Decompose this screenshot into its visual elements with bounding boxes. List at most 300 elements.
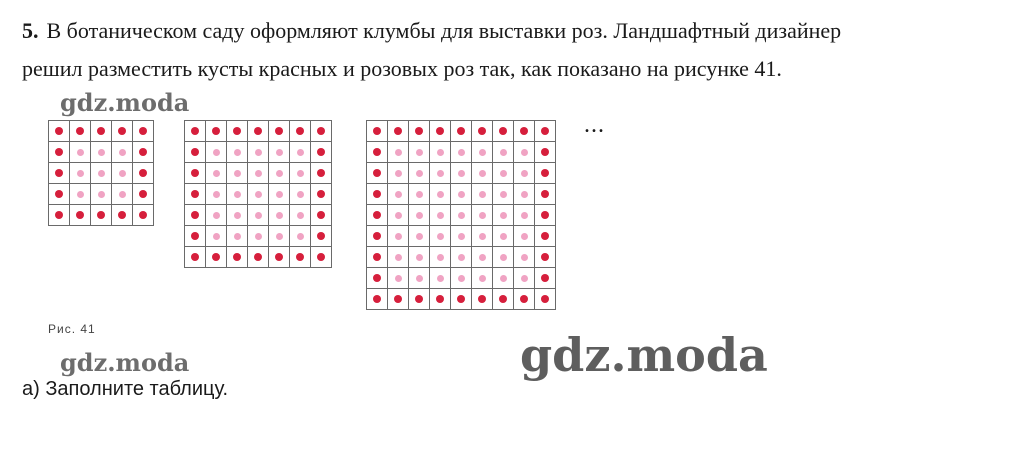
flowerbed-cell [269, 163, 290, 184]
flowerbed-cell [451, 268, 472, 289]
red-rose-dot [394, 295, 402, 303]
flowerbed-cell [409, 184, 430, 205]
flowerbed-cell [493, 289, 514, 310]
flowerbed-cell [367, 226, 388, 247]
flowerbed-cell [248, 205, 269, 226]
flowerbed-row [367, 184, 556, 205]
pink-rose-dot [395, 275, 402, 282]
pink-rose-dot [255, 149, 262, 156]
flowerbed-cell [409, 247, 430, 268]
flowerbed-cell [49, 163, 70, 184]
problem-text-line-1: В ботаническом саду оформляют клумбы для выставки роз. Ландшафтный дизайнер [46, 18, 842, 43]
flowerbed-cell [409, 121, 430, 142]
flowerbed-row [367, 205, 556, 226]
red-rose-dot [457, 295, 465, 303]
flowerbed-cell [311, 205, 332, 226]
flowerbed-cell [514, 268, 535, 289]
red-rose-dot [191, 253, 199, 261]
pink-rose-dot [458, 191, 465, 198]
red-rose-dot [373, 295, 381, 303]
red-rose-dot [118, 211, 126, 219]
red-rose-dot [478, 127, 486, 135]
flowerbed-cell [133, 163, 154, 184]
pink-rose-dot [437, 254, 444, 261]
red-rose-dot [373, 253, 381, 261]
red-rose-dot [55, 190, 63, 198]
problem-text-line-2: решил разместить кусты красных и розовых роз так, как показано на рисунке 41. [22, 56, 782, 81]
pink-rose-dot [437, 275, 444, 282]
pink-rose-dot [276, 233, 283, 240]
flowerbed-cell [430, 289, 451, 310]
pink-rose-dot [479, 149, 486, 156]
red-rose-dot [317, 253, 325, 261]
pink-rose-dot [479, 275, 486, 282]
red-rose-dot [317, 211, 325, 219]
red-rose-dot [76, 211, 84, 219]
flowerbed-cell [227, 121, 248, 142]
red-rose-dot [436, 295, 444, 303]
red-rose-dot [254, 127, 262, 135]
flowerbed-cell [70, 205, 91, 226]
pink-rose-dot [276, 170, 283, 177]
flowerbed-cell [49, 184, 70, 205]
red-rose-dot [191, 169, 199, 177]
red-rose-dot [139, 211, 147, 219]
pink-rose-dot [458, 254, 465, 261]
flowerbed-cell [185, 247, 206, 268]
red-rose-dot [415, 127, 423, 135]
flowerbed-cell [206, 184, 227, 205]
flowerbed-cell [535, 226, 556, 247]
flowerbed-cell [91, 205, 112, 226]
pink-rose-dot [234, 212, 241, 219]
flowerbed-cell [388, 163, 409, 184]
pink-rose-dot [297, 149, 304, 156]
red-rose-dot [541, 211, 549, 219]
pink-rose-dot [521, 191, 528, 198]
pink-rose-dot [77, 149, 84, 156]
red-rose-dot [541, 190, 549, 198]
flowerbed-cell [451, 205, 472, 226]
flowerbed-cell [514, 247, 535, 268]
pink-rose-dot [500, 254, 507, 261]
pink-rose-dot [98, 149, 105, 156]
flowerbed-cell [248, 121, 269, 142]
flowerbed-cell [493, 205, 514, 226]
red-rose-dot [394, 127, 402, 135]
red-rose-dot [520, 295, 528, 303]
red-rose-dot [296, 253, 304, 261]
pink-rose-dot [416, 149, 423, 156]
pink-rose-dot [234, 233, 241, 240]
red-rose-dot [373, 274, 381, 282]
flowerbed-row [49, 163, 154, 184]
flowerbed-cell [388, 268, 409, 289]
pink-rose-dot [416, 254, 423, 261]
pink-rose-dot [458, 233, 465, 240]
pink-rose-dot [458, 275, 465, 282]
flowerbed-cell [290, 163, 311, 184]
flowerbed-cell [493, 247, 514, 268]
red-rose-dot [541, 127, 549, 135]
flowerbed-cell [472, 184, 493, 205]
flowerbed-cell [493, 184, 514, 205]
pink-rose-dot [458, 170, 465, 177]
flowerbed-cell [535, 268, 556, 289]
pink-rose-dot [119, 149, 126, 156]
flowerbed-cell [206, 142, 227, 163]
flowerbed-row [49, 184, 154, 205]
red-rose-dot [191, 211, 199, 219]
flowerbed-cell [535, 142, 556, 163]
flowerbed-cell [451, 163, 472, 184]
pink-rose-dot [297, 212, 304, 219]
watermark-bottom-left: gdz.moda [60, 348, 190, 377]
flowerbed-cell [451, 289, 472, 310]
red-rose-dot [254, 253, 262, 261]
flowerbed-cell [493, 226, 514, 247]
flowerbed-cell [70, 163, 91, 184]
flowerbed-row [367, 247, 556, 268]
pink-rose-dot [521, 233, 528, 240]
watermark-top: gdz.moda [60, 88, 190, 117]
flowerbed-cell [409, 289, 430, 310]
red-rose-dot [541, 274, 549, 282]
flowerbed-cell [185, 205, 206, 226]
pink-rose-dot [213, 170, 220, 177]
flowerbed-cell [472, 247, 493, 268]
red-rose-dot [541, 253, 549, 261]
pink-rose-dot [255, 170, 262, 177]
flowerbed-cell [409, 268, 430, 289]
pink-rose-dot [500, 191, 507, 198]
pink-rose-dot [521, 254, 528, 261]
flowerbed-cell [311, 247, 332, 268]
flowerbed-cell [290, 247, 311, 268]
red-rose-dot [373, 127, 381, 135]
flowerbed-cell [514, 226, 535, 247]
flowerbed-cell [311, 142, 332, 163]
pink-rose-dot [458, 149, 465, 156]
red-rose-dot [478, 295, 486, 303]
red-rose-dot [415, 295, 423, 303]
flowerbed-cell [430, 142, 451, 163]
pink-rose-dot [500, 275, 507, 282]
flowerbed-cell [514, 184, 535, 205]
flowerbed-row [49, 142, 154, 163]
flowerbed-cell [70, 121, 91, 142]
red-rose-dot [296, 127, 304, 135]
flowerbed-cell [430, 184, 451, 205]
flowerbed-cell [472, 142, 493, 163]
flowerbed-cell [227, 247, 248, 268]
red-rose-dot [191, 232, 199, 240]
flowerbed-row [367, 289, 556, 310]
flowerbed-cell [248, 142, 269, 163]
figure-caption: Рис. 41 [48, 322, 96, 336]
pink-rose-dot [255, 233, 262, 240]
pink-rose-dot [276, 149, 283, 156]
flowerbed-row [367, 142, 556, 163]
flowerbed-cell [133, 184, 154, 205]
flowerbed-cell [535, 121, 556, 142]
flowerbed-cell [227, 184, 248, 205]
flowerbed-cell [430, 121, 451, 142]
red-rose-dot [191, 127, 199, 135]
flowerbed-cell [206, 163, 227, 184]
pink-rose-dot [479, 233, 486, 240]
flowerbed-cell [493, 121, 514, 142]
red-rose-dot [55, 127, 63, 135]
red-rose-dot [139, 190, 147, 198]
red-rose-dot [139, 169, 147, 177]
flowerbed-row [367, 121, 556, 142]
flowerbed-5x5 [48, 120, 154, 226]
flowerbed-cell [269, 205, 290, 226]
flowerbed-cell [514, 121, 535, 142]
flowerbed-cell [535, 184, 556, 205]
red-rose-dot [499, 127, 507, 135]
pink-rose-dot [395, 254, 402, 261]
flowerbed-cell [472, 226, 493, 247]
flowerbed-cell [269, 247, 290, 268]
flowerbed-cell [430, 268, 451, 289]
flowerbed-cell [185, 121, 206, 142]
flowerbed-cell [311, 121, 332, 142]
flowerbed-cell [535, 205, 556, 226]
flowerbed-cell [311, 226, 332, 247]
flowerbed-cell [388, 289, 409, 310]
pink-rose-dot [500, 233, 507, 240]
flowerbed-cell [472, 289, 493, 310]
flowerbed-cell [493, 268, 514, 289]
pink-rose-dot [416, 191, 423, 198]
red-rose-dot [97, 211, 105, 219]
red-rose-dot [499, 295, 507, 303]
flowerbed-cell [248, 163, 269, 184]
red-rose-dot [55, 211, 63, 219]
flowerbed-cell [185, 163, 206, 184]
flowerbed-cell [70, 184, 91, 205]
pink-rose-dot [276, 212, 283, 219]
flowerbed-cell [112, 163, 133, 184]
flowerbed-cell [409, 163, 430, 184]
flowerbed-cell [430, 205, 451, 226]
red-rose-dot [436, 127, 444, 135]
pink-rose-dot [458, 212, 465, 219]
flowerbed-row [367, 226, 556, 247]
flowerbed-cell [206, 121, 227, 142]
red-rose-dot [191, 190, 199, 198]
flowerbed-cell [227, 142, 248, 163]
flowerbed-cell [227, 163, 248, 184]
flowerbed-cell [185, 142, 206, 163]
flowerbed-cell [514, 289, 535, 310]
red-rose-dot [317, 190, 325, 198]
red-rose-dot [541, 295, 549, 303]
pink-rose-dot [500, 149, 507, 156]
flowerbed-cell [269, 121, 290, 142]
flowerbed-cell [185, 184, 206, 205]
task-a: а) Заполните таблицу. [22, 378, 229, 400]
flowerbed-row [185, 247, 332, 268]
pink-rose-dot [437, 233, 444, 240]
flowerbed-cell [451, 226, 472, 247]
flowerbed-cell [269, 184, 290, 205]
flowerbed-cell [451, 142, 472, 163]
flowerbed-9x9 [366, 120, 556, 310]
flowerbed-cell [367, 142, 388, 163]
pink-rose-dot [500, 170, 507, 177]
flowerbed-cell [91, 121, 112, 142]
flowerbed-cell [388, 121, 409, 142]
flowerbed-cell [133, 205, 154, 226]
pink-rose-dot [479, 191, 486, 198]
red-rose-dot [373, 148, 381, 156]
pink-rose-dot [119, 170, 126, 177]
flowerbed-cell [535, 289, 556, 310]
red-rose-dot [541, 148, 549, 156]
flowerbed-cell [91, 184, 112, 205]
flowerbed-cell [311, 163, 332, 184]
red-rose-dot [233, 253, 241, 261]
flowerbed-cell [206, 226, 227, 247]
pink-rose-dot [98, 170, 105, 177]
flowerbed-cell [535, 247, 556, 268]
flowerbed-row [367, 268, 556, 289]
flowerbed-cell [227, 205, 248, 226]
flowerbed-cell [269, 226, 290, 247]
flowerbed-cell [514, 163, 535, 184]
red-rose-dot [275, 127, 283, 135]
pink-rose-dot [77, 170, 84, 177]
flowerbed-row [185, 184, 332, 205]
problem-number: 5. [22, 18, 39, 43]
flowerbed-cell [514, 205, 535, 226]
flowerbed-row [185, 226, 332, 247]
flowerbed-row [185, 163, 332, 184]
flowerbed-cell [409, 226, 430, 247]
flowerbed-cell [206, 205, 227, 226]
red-rose-dot [317, 127, 325, 135]
pink-rose-dot [521, 212, 528, 219]
flowerbed-cell [430, 163, 451, 184]
flowerbed-cell [388, 205, 409, 226]
red-rose-dot [541, 232, 549, 240]
flowerbed-cell [472, 205, 493, 226]
flowerbed-cell [514, 142, 535, 163]
flowerbed-cell [91, 163, 112, 184]
flowerbed-cell [185, 226, 206, 247]
red-rose-dot [317, 232, 325, 240]
flowerbed-row [185, 205, 332, 226]
flowerbed-cell [133, 121, 154, 142]
flowerbed-cell [70, 142, 91, 163]
flowerbed-row [185, 121, 332, 142]
flowerbed-cell [472, 163, 493, 184]
pink-rose-dot [437, 170, 444, 177]
flowerbed-cell [49, 205, 70, 226]
flowerbed-cell [367, 121, 388, 142]
pink-rose-dot [437, 149, 444, 156]
pink-rose-dot [395, 149, 402, 156]
pink-rose-dot [213, 212, 220, 219]
flowerbed-cell [206, 247, 227, 268]
continuation-ellipsis: ... [584, 112, 605, 138]
flowerbed-cell [49, 121, 70, 142]
problem-statement [22, 12, 1012, 50]
red-rose-dot [373, 211, 381, 219]
flowerbed-cell [248, 184, 269, 205]
flowerbed-cell [367, 268, 388, 289]
red-rose-dot [191, 148, 199, 156]
flowerbed-cell [388, 226, 409, 247]
flowerbed-cell [248, 226, 269, 247]
pink-rose-dot [521, 149, 528, 156]
red-rose-dot [373, 232, 381, 240]
pink-rose-dot [479, 254, 486, 261]
red-rose-dot [139, 148, 147, 156]
flowerbed-cell [367, 205, 388, 226]
flowerbed-cell [472, 121, 493, 142]
flowerbed-row [49, 205, 154, 226]
pink-rose-dot [479, 212, 486, 219]
flowerbed-cell [290, 142, 311, 163]
flowerbed-cell [269, 142, 290, 163]
flowerbed-row [367, 163, 556, 184]
pink-rose-dot [416, 275, 423, 282]
flowerbed-cell [290, 184, 311, 205]
flowerbed-cell [388, 142, 409, 163]
flowerbed-cell [49, 142, 70, 163]
pink-rose-dot [234, 149, 241, 156]
pink-rose-dot [521, 275, 528, 282]
watermark-large: gdz.moda [520, 328, 768, 382]
flowerbed-cell [388, 184, 409, 205]
flowerbed-cell [535, 163, 556, 184]
pink-rose-dot [395, 170, 402, 177]
red-rose-dot [212, 253, 220, 261]
flowerbed-cell [112, 205, 133, 226]
flowerbed-row [49, 121, 154, 142]
flowerbed-cell [472, 268, 493, 289]
pink-rose-dot [213, 149, 220, 156]
flowerbed-7x7 [184, 120, 332, 268]
pink-rose-dot [416, 170, 423, 177]
red-rose-dot [76, 127, 84, 135]
flowerbed-cell [290, 205, 311, 226]
pink-rose-dot [255, 191, 262, 198]
pink-rose-dot [416, 233, 423, 240]
flowerbed-cell [290, 121, 311, 142]
flowerbed-cell [367, 289, 388, 310]
pink-rose-dot [77, 191, 84, 198]
pink-rose-dot [119, 191, 126, 198]
red-rose-dot [139, 127, 147, 135]
flowerbed-cell [367, 184, 388, 205]
red-rose-dot [212, 127, 220, 135]
pink-rose-dot [521, 170, 528, 177]
red-rose-dot [541, 169, 549, 177]
flowerbed-cell [227, 226, 248, 247]
flowerbed-cell [409, 142, 430, 163]
red-rose-dot [118, 127, 126, 135]
pink-rose-dot [395, 212, 402, 219]
flowerbed-cell [430, 247, 451, 268]
flowerbed-cell [367, 247, 388, 268]
flowerbed-cell [409, 205, 430, 226]
flowerbed-cell [367, 163, 388, 184]
